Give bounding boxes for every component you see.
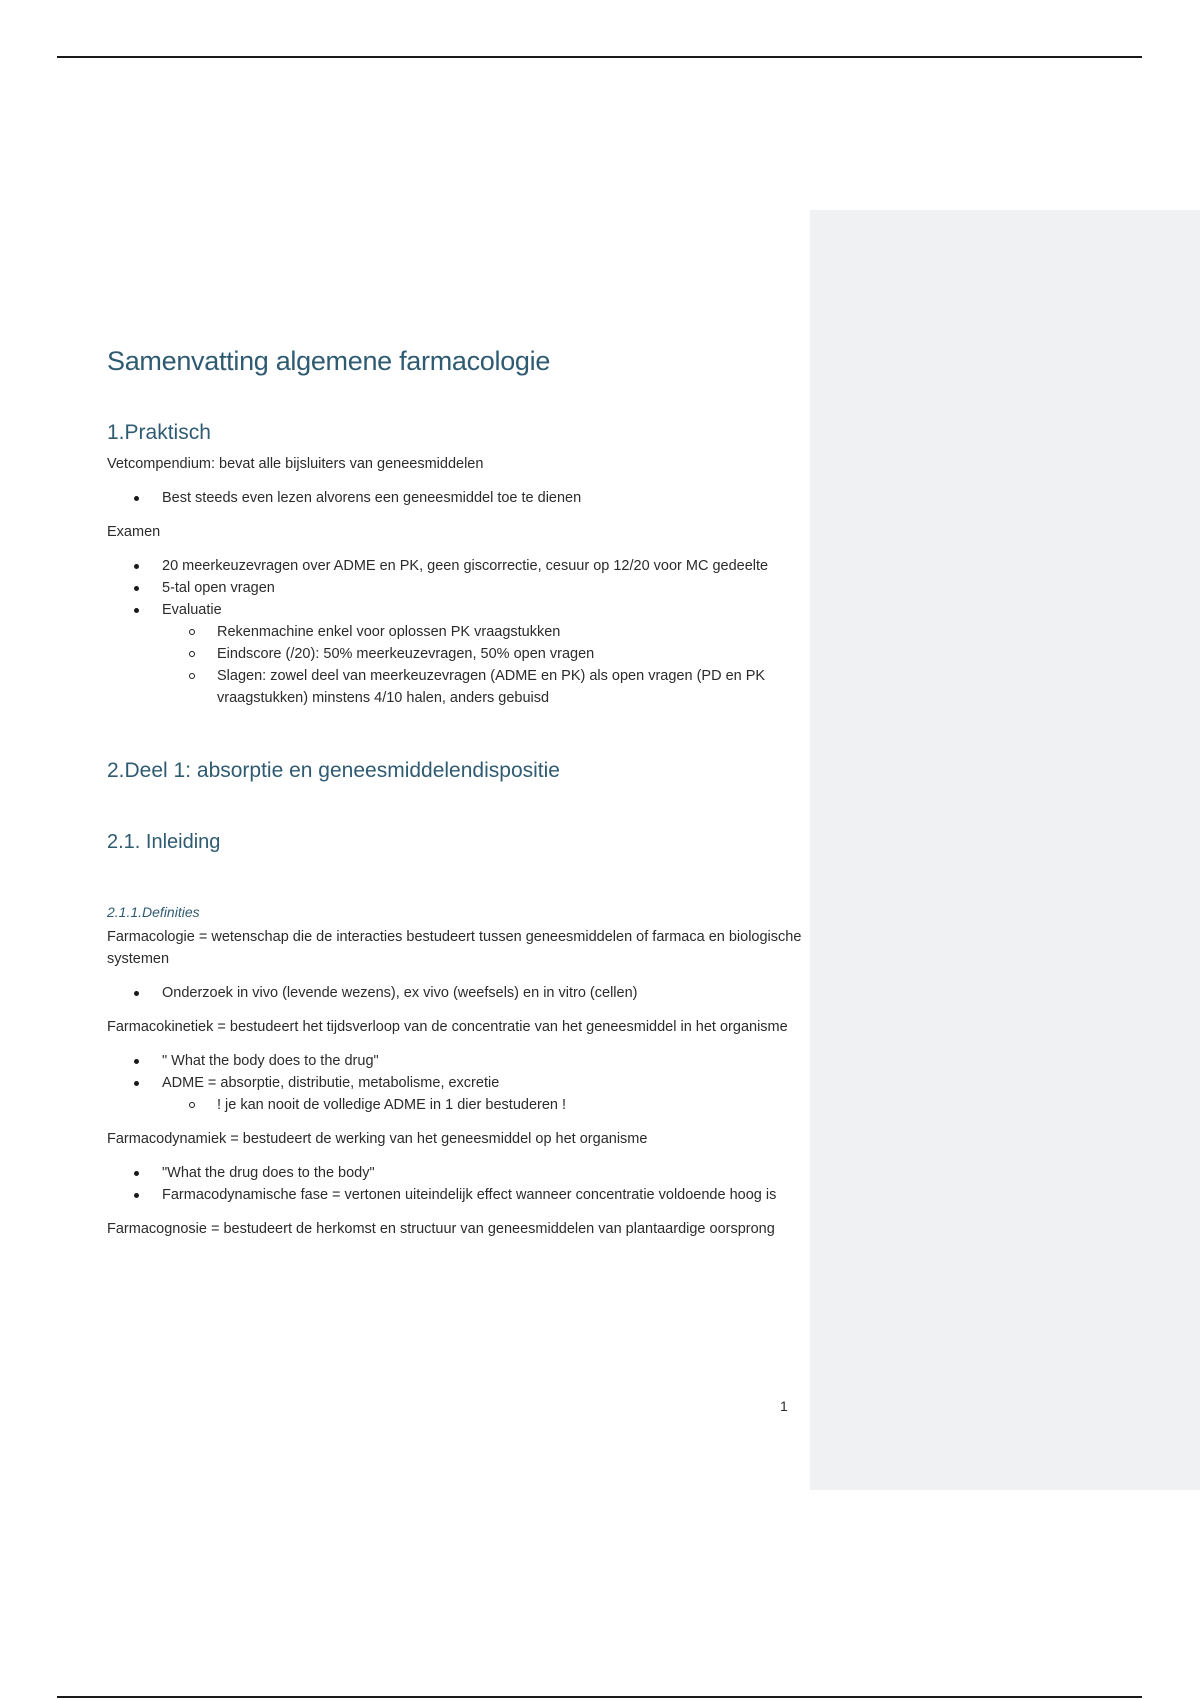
sub-list-adme — [162, 1094, 807, 1116]
list-item: Rekenmachine enkel voor oplossen PK vraagstukken — [162, 621, 807, 643]
bullet-list-farmacologie — [107, 982, 807, 1004]
list-item: Evaluatie Rekenmachine enkel voor oplossen PK vraagstukken Eindscore (/20): 50% meerkeuzevragen, 50% open vragen Slagen: zowel deel van meerkeuzevragen (ADME en PK) als open vragen (PD en PK vraagstukken) minstens 4/10 halen, anders gebuisd — [107, 599, 807, 709]
sub-list-evaluatie — [162, 621, 807, 709]
sub-bullet-icon — [189, 629, 195, 635]
bullet-icon — [134, 1193, 139, 1198]
list-item: ADME = absorptie, distributie, metabolisme, excretie ! je kan nooit de volledige ADME in 1 dier bestuderen ! — [107, 1072, 807, 1116]
comment-margin-pane — [810, 210, 1200, 1490]
document-title: Samenvatting algemene farmacologie — [107, 346, 551, 376]
bullet-list-examen — [107, 555, 807, 709]
bullet-icon — [134, 1081, 139, 1086]
sub-bullet-icon — [189, 673, 195, 679]
page-body — [107, 346, 807, 1252]
list-item: Onderzoek in vivo (levende wezens), ex vivo (weefsels) en in vitro (cellen) — [107, 982, 807, 1004]
sub-bullet-icon — [189, 1102, 195, 1108]
page-number: 1 — [780, 1398, 788, 1414]
list-item: 20 meerkeuzevragen over ADME en PK, geen giscorrectie, cesuur op 12/20 voor MC gedeelte — [107, 555, 807, 577]
paragraph-farmacognosie: Farmacognosie = bestudeert de herkomst en structuur van geneesmiddelen van plantaardige oorsprong — [107, 1221, 775, 1237]
bullet-icon — [134, 1059, 139, 1064]
list-item: Best steeds even lezen alvorens een geneesmiddel toe te dienen — [107, 487, 807, 509]
sub-bullet-icon — [189, 651, 195, 657]
list-item: 5-tal open vragen — [107, 577, 807, 599]
paragraph-farmacologie: Farmacologie = wetenschap die de interacties bestudeert tussen geneesmiddelen of farmaca en biologische systemen — [107, 929, 802, 967]
heading-inleiding: 2.1. Inleiding — [107, 831, 221, 853]
bullet-icon — [134, 1171, 139, 1176]
paragraph-farmacokinetiek: Farmacokinetiek = bestudeert het tijdsverloop van de concentratie van het geneesmiddel in het organisme — [107, 1019, 788, 1035]
paragraph-vetcompendium: Vetcompendium: bevat alle bijsluiters van geneesmiddelen — [107, 456, 484, 472]
header-rule — [57, 56, 1142, 58]
bullet-icon — [134, 586, 139, 591]
paragraph-farmacodynamiek: Farmacodynamiek = bestudeert de werking van het geneesmiddel op het organisme — [107, 1131, 648, 1147]
heading-praktisch: 1.Praktisch — [107, 421, 211, 444]
list-item: " What the body does to the drug" — [107, 1050, 807, 1072]
bullet-list-farmacokinetiek — [107, 1050, 807, 1116]
list-item: Farmacodynamische fase = vertonen uiteindelijk effect wanneer concentratie voldoende hoog is — [107, 1184, 807, 1206]
list-item: "What the drug does to the body" — [107, 1162, 807, 1184]
bullet-icon — [134, 608, 139, 613]
paragraph-examen: Examen — [107, 524, 161, 540]
heading-deel1: 2.Deel 1: absorptie en geneesmiddelendispositie — [107, 759, 560, 782]
list-item: Eindscore (/20): 50% meerkeuzevragen, 50% open vragen — [162, 643, 807, 665]
list-item: Slagen: zowel deel van meerkeuzevragen (ADME en PK) als open vragen (PD en PK vraagstukken) minstens 4/10 halen, anders gebuisd — [162, 665, 807, 709]
bullet-icon — [134, 991, 139, 996]
bullet-list-farmacodynamiek — [107, 1162, 807, 1206]
bullet-icon — [134, 564, 139, 569]
bullet-icon — [134, 496, 139, 501]
list-item: ! je kan nooit de volledige ADME in 1 dier bestuderen ! — [162, 1094, 807, 1116]
footer-rule — [57, 1696, 1142, 1698]
bullet-list-vetcompendium — [107, 487, 807, 509]
heading-definities: 2.1.1.Definities — [107, 904, 200, 920]
